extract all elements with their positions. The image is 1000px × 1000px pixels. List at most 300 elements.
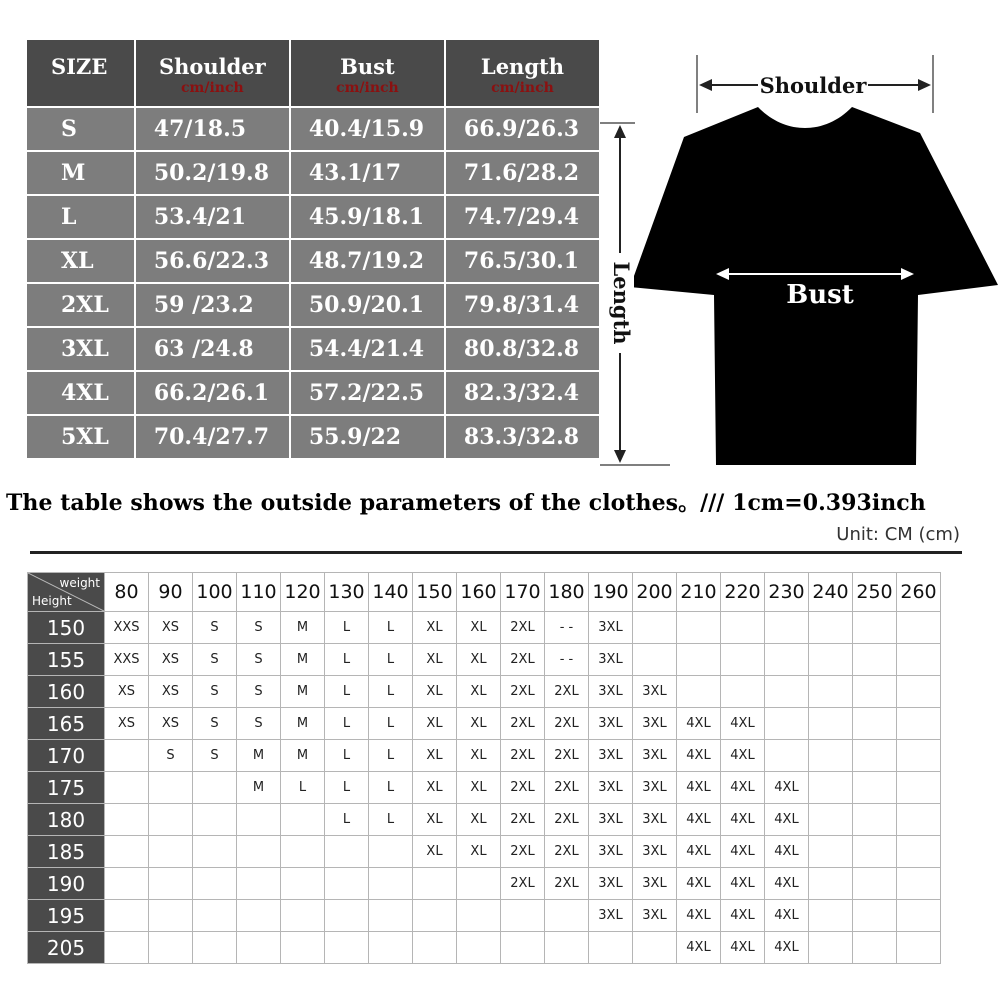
table-note: The table shows the outside parameters of the clothes。/// 1cm=0.393inch	[6, 490, 926, 516]
size-recommendation-cell	[897, 868, 941, 900]
shoulder-label: Shoulder	[759, 73, 867, 98]
height-row	[28, 676, 941, 708]
size-recommendation-cell	[809, 868, 853, 900]
size-recommendation-cell: XL	[413, 708, 457, 740]
size-recommendation-cell: XS	[149, 644, 193, 676]
size-recommendation-cell: XL	[413, 612, 457, 644]
size-recommendation-cell: M	[237, 740, 281, 772]
size-recommendation-cell: 2XL	[501, 612, 545, 644]
size-recommendation-cell	[677, 676, 721, 708]
size-recommendation-cell: 4XL	[721, 836, 765, 868]
bust-cell: 45.9/18.1	[291, 196, 444, 238]
size-recommendation-cell: 4XL	[721, 772, 765, 804]
size-recommendation-cell	[853, 676, 897, 708]
size-recommendation-cell	[677, 612, 721, 644]
size-recommendation-cell: 2XL	[501, 772, 545, 804]
weight-header-row	[28, 573, 941, 612]
unit-divider	[30, 551, 962, 554]
size-recommendation-cell	[457, 868, 501, 900]
size-column-header: SIZE	[27, 40, 134, 106]
shoulder-cell: 59 /23.2	[136, 284, 289, 326]
size-recommendation-cell: L	[325, 708, 369, 740]
size-recommendation-cell	[633, 932, 677, 964]
height-axis-label: Height	[32, 594, 72, 608]
size-recommendation-cell: L	[325, 804, 369, 836]
weight-header-cell: 130	[325, 573, 369, 612]
size-recommendation-cell	[809, 932, 853, 964]
size-recommendation-cell	[149, 804, 193, 836]
tshirt-diagram	[600, 45, 1000, 475]
unit-label: Unit: CM (cm)	[836, 524, 960, 545]
shoulder-arrowhead-left	[699, 79, 712, 91]
size-recommendation-cell	[413, 932, 457, 964]
size-recommendation-cell	[237, 868, 281, 900]
weight-header-cell: 80	[105, 573, 149, 612]
size-recommendation-cell	[589, 932, 633, 964]
length-cell: 80.8/32.8	[446, 328, 599, 370]
size-row	[27, 240, 599, 282]
size-recommendation-cell: XL	[457, 836, 501, 868]
size-recommendation-cell	[853, 868, 897, 900]
size-recommendation-cell	[809, 676, 853, 708]
size-recommendation-cell	[281, 932, 325, 964]
height-row	[28, 804, 941, 836]
size-cell: 5XL	[27, 416, 134, 458]
size-recommendation-cell	[193, 804, 237, 836]
size-recommendation-cell	[721, 644, 765, 676]
size-recommendation-cell	[897, 708, 941, 740]
size-recommendation-cell: - -	[545, 644, 589, 676]
size-recommendation-cell: 3XL	[633, 676, 677, 708]
size-recommendation-cell: L	[325, 644, 369, 676]
length-column-header: Length cm/inch	[446, 40, 599, 106]
size-recommendation-cell: L	[369, 644, 413, 676]
size-recommendation-cell	[325, 932, 369, 964]
size-recommendation-cell	[897, 676, 941, 708]
size-row	[27, 284, 599, 326]
size-recommendation-cell	[809, 644, 853, 676]
weight-header-cell: 220	[721, 573, 765, 612]
height-header-cell: 150	[28, 612, 105, 644]
size-recommendation-cell	[853, 612, 897, 644]
size-recommendation-cell: 4XL	[721, 804, 765, 836]
height-header-cell: 170	[28, 740, 105, 772]
size-recommendation-cell: S	[193, 612, 237, 644]
size-recommendation-cell: 3XL	[633, 708, 677, 740]
length-cell: 82.3/32.4	[446, 372, 599, 414]
size-recommendation-cell: XS	[149, 708, 193, 740]
length-arrowhead-bottom	[614, 450, 626, 463]
bust-label: Bust	[786, 280, 854, 310]
size-recommendation-cell	[237, 900, 281, 932]
weight-header-cell: 200	[633, 573, 677, 612]
size-measurement-table	[25, 38, 601, 460]
height-row	[28, 900, 941, 932]
size-recommendation-cell: S	[237, 612, 281, 644]
length-cell: 79.8/31.4	[446, 284, 599, 326]
size-recommendation-cell	[149, 772, 193, 804]
size-recommendation-cell: XL	[457, 644, 501, 676]
size-recommendation-cell: M	[281, 740, 325, 772]
size-recommendation-cell: XL	[457, 740, 501, 772]
size-recommendation-cell	[765, 676, 809, 708]
size-recommendation-cell	[369, 900, 413, 932]
size-recommendation-cell	[237, 804, 281, 836]
weight-header-cell: 170	[501, 573, 545, 612]
size-recommendation-cell: XXS	[105, 612, 149, 644]
size-cell: L	[27, 196, 134, 238]
size-recommendation-cell: 4XL	[677, 708, 721, 740]
size-row	[27, 416, 599, 458]
height-header-cell: 180	[28, 804, 105, 836]
size-recommendation-cell	[721, 676, 765, 708]
size-recommendation-cell: L	[325, 612, 369, 644]
size-cell: XL	[27, 240, 134, 282]
size-recommendation-cell: XL	[457, 772, 501, 804]
bust-cell: 54.4/21.4	[291, 328, 444, 370]
size-recommendation-cell	[809, 772, 853, 804]
size-recommendation-cell	[281, 900, 325, 932]
size-recommendation-cell: 2XL	[545, 804, 589, 836]
size-recommendation-cell: 4XL	[721, 900, 765, 932]
size-recommendation-cell: 2XL	[501, 804, 545, 836]
size-recommendation-cell: M	[281, 676, 325, 708]
height-header-cell: 175	[28, 772, 105, 804]
size-recommendation-cell: S	[149, 740, 193, 772]
weight-header-cell: 120	[281, 573, 325, 612]
size-recommendation-cell: 2XL	[545, 836, 589, 868]
size-recommendation-cell	[105, 804, 149, 836]
weight-header-cell: 100	[193, 573, 237, 612]
size-recommendation-cell	[369, 836, 413, 868]
size-recommendation-cell: 3XL	[633, 868, 677, 900]
size-recommendation-cell: 4XL	[677, 772, 721, 804]
size-recommendation-cell: L	[281, 772, 325, 804]
size-recommendation-cell	[633, 644, 677, 676]
size-recommendation-cell: 3XL	[633, 836, 677, 868]
size-recommendation-cell: S	[237, 644, 281, 676]
shoulder-cell: 63 /24.8	[136, 328, 289, 370]
size-recommendation-cell	[633, 612, 677, 644]
size-recommendation-cell	[721, 612, 765, 644]
height-header-cell: 190	[28, 868, 105, 900]
size-recommendation-cell	[281, 804, 325, 836]
length-arrowhead-top	[614, 125, 626, 138]
weight-header-cell: 190	[589, 573, 633, 612]
size-recommendation-cell: 2XL	[545, 772, 589, 804]
size-recommendation-cell	[545, 932, 589, 964]
size-recommendation-cell	[897, 932, 941, 964]
size-recommendation-cell	[149, 900, 193, 932]
size-recommendation-cell	[809, 740, 853, 772]
height-row	[28, 868, 941, 900]
size-recommendation-cell: 4XL	[721, 708, 765, 740]
size-recommendation-cell: 3XL	[589, 644, 633, 676]
size-row	[27, 196, 599, 238]
size-recommendation-cell	[809, 612, 853, 644]
weight-header-cell: 90	[149, 573, 193, 612]
size-recommendation-cell	[853, 836, 897, 868]
size-recommendation-cell: 3XL	[633, 740, 677, 772]
length-label: Length	[609, 261, 634, 345]
weight-header-cell: 160	[457, 573, 501, 612]
length-cell: 83.3/32.8	[446, 416, 599, 458]
size-recommendation-cell: 3XL	[589, 676, 633, 708]
bust-cell: 43.1/17	[291, 152, 444, 194]
size-recommendation-cell: 4XL	[677, 900, 721, 932]
size-recommendation-cell: 2XL	[501, 868, 545, 900]
weight-height-body	[28, 612, 941, 964]
height-row	[28, 644, 941, 676]
shoulder-cell: 70.4/27.7	[136, 416, 289, 458]
size-recommendation-cell: 2XL	[545, 740, 589, 772]
size-recommendation-cell	[237, 932, 281, 964]
weight-header-cell: 230	[765, 573, 809, 612]
size-recommendation-cell: L	[369, 676, 413, 708]
shoulder-cell: 47/18.5	[136, 108, 289, 150]
size-recommendation-cell	[413, 868, 457, 900]
size-recommendation-cell	[105, 836, 149, 868]
shoulder-column-header: Shoulder cm/inch	[136, 40, 289, 106]
height-header-cell: 160	[28, 676, 105, 708]
size-table-header-row	[27, 40, 599, 106]
size-recommendation-cell: S	[193, 676, 237, 708]
size-recommendation-cell: M	[281, 612, 325, 644]
size-recommendation-cell	[897, 644, 941, 676]
shoulder-cell: 53.4/21	[136, 196, 289, 238]
size-cell: M	[27, 152, 134, 194]
size-recommendation-cell: XL	[413, 676, 457, 708]
size-recommendation-cell	[853, 804, 897, 836]
height-row	[28, 612, 941, 644]
size-recommendation-cell	[325, 868, 369, 900]
size-recommendation-cell: 2XL	[501, 740, 545, 772]
height-header-cell: 195	[28, 900, 105, 932]
size-recommendation-cell: L	[325, 676, 369, 708]
bust-cell: 57.2/22.5	[291, 372, 444, 414]
length-cell: 76.5/30.1	[446, 240, 599, 282]
height-row	[28, 740, 941, 772]
size-recommendation-cell	[105, 932, 149, 964]
unit-subheader: cm/inch	[336, 80, 399, 96]
size-recommendation-cell	[369, 868, 413, 900]
size-recommendation-cell: XS	[105, 676, 149, 708]
weight-header-cell: 180	[545, 573, 589, 612]
size-recommendation-cell: 4XL	[765, 772, 809, 804]
size-recommendation-cell: XL	[413, 772, 457, 804]
weight-axis-label: weight	[59, 576, 100, 590]
size-recommendation-cell: 4XL	[677, 804, 721, 836]
size-recommendation-cell: M	[281, 708, 325, 740]
length-cell: 71.6/28.2	[446, 152, 599, 194]
size-recommendation-cell: XL	[457, 804, 501, 836]
size-recommendation-cell: 3XL	[633, 900, 677, 932]
size-recommendation-cell	[457, 900, 501, 932]
size-recommendation-cell: S	[193, 740, 237, 772]
size-recommendation-cell	[501, 932, 545, 964]
weight-header-cell: 260	[897, 573, 941, 612]
height-row	[28, 708, 941, 740]
size-recommendation-cell	[545, 900, 589, 932]
weight-header-cell: 240	[809, 573, 853, 612]
height-header-cell: 155	[28, 644, 105, 676]
size-recommendation-cell: 3XL	[589, 708, 633, 740]
size-recommendation-cell	[897, 740, 941, 772]
size-recommendation-cell	[853, 708, 897, 740]
size-recommendation-cell: 4XL	[721, 932, 765, 964]
weight-header-cell: 150	[413, 573, 457, 612]
size-recommendation-cell	[809, 708, 853, 740]
size-recommendation-cell	[193, 772, 237, 804]
size-recommendation-cell: XS	[149, 676, 193, 708]
size-recommendation-cell	[149, 868, 193, 900]
size-recommendation-cell	[237, 836, 281, 868]
size-row	[27, 108, 599, 150]
bust-cell: 40.4/15.9	[291, 108, 444, 150]
height-row	[28, 772, 941, 804]
size-recommendation-cell: 4XL	[721, 740, 765, 772]
size-recommendation-cell: S	[193, 708, 237, 740]
size-recommendation-cell	[897, 772, 941, 804]
size-recommendation-cell: M	[237, 772, 281, 804]
shoulder-cell: 56.6/22.3	[136, 240, 289, 282]
weight-height-size-table	[27, 572, 941, 964]
size-recommendation-cell	[853, 772, 897, 804]
height-header-cell: 185	[28, 836, 105, 868]
size-recommendation-cell: S	[237, 676, 281, 708]
length-cell: 66.9/26.3	[446, 108, 599, 150]
size-recommendation-cell: L	[369, 612, 413, 644]
unit-subheader: cm/inch	[491, 80, 554, 96]
size-recommendation-cell: 3XL	[589, 740, 633, 772]
size-recommendation-cell	[457, 932, 501, 964]
size-recommendation-cell	[853, 644, 897, 676]
size-recommendation-cell: L	[325, 772, 369, 804]
size-recommendation-cell	[149, 932, 193, 964]
size-recommendation-cell	[149, 836, 193, 868]
size-recommendation-cell: L	[369, 708, 413, 740]
size-recommendation-cell	[281, 868, 325, 900]
unit-subheader: cm/inch	[181, 80, 244, 96]
size-recommendation-cell: L	[369, 804, 413, 836]
size-recommendation-cell: 4XL	[721, 868, 765, 900]
weight-header-cell: 210	[677, 573, 721, 612]
size-recommendation-cell	[809, 804, 853, 836]
size-recommendation-cell: S	[237, 708, 281, 740]
size-row	[27, 372, 599, 414]
size-recommendation-cell: M	[281, 644, 325, 676]
size-recommendation-cell	[765, 708, 809, 740]
size-recommendation-cell: 3XL	[589, 804, 633, 836]
height-header-cell: 205	[28, 932, 105, 964]
size-recommendation-cell	[413, 900, 457, 932]
size-recommendation-cell	[897, 804, 941, 836]
size-recommendation-cell: 3XL	[589, 868, 633, 900]
size-recommendation-cell: 4XL	[765, 804, 809, 836]
size-recommendation-cell	[325, 836, 369, 868]
weight-header-cell: 250	[853, 573, 897, 612]
size-row	[27, 152, 599, 194]
size-recommendation-cell: XL	[457, 708, 501, 740]
size-recommendation-cell: 2XL	[501, 644, 545, 676]
size-cell: 2XL	[27, 284, 134, 326]
size-recommendation-cell: L	[369, 740, 413, 772]
size-recommendation-cell: 4XL	[677, 836, 721, 868]
size-recommendation-cell	[105, 740, 149, 772]
size-recommendation-cell	[677, 644, 721, 676]
height-row	[28, 932, 941, 964]
size-recommendation-cell	[853, 740, 897, 772]
size-recommendation-cell: 3XL	[633, 772, 677, 804]
size-recommendation-cell: 4XL	[677, 740, 721, 772]
size-recommendation-cell	[897, 900, 941, 932]
size-recommendation-cell	[325, 900, 369, 932]
size-row	[27, 328, 599, 370]
size-table-body	[27, 108, 599, 458]
size-recommendation-cell: 2XL	[545, 868, 589, 900]
size-recommendation-cell	[897, 612, 941, 644]
size-recommendation-cell: 2XL	[501, 836, 545, 868]
size-recommendation-cell: 4XL	[765, 836, 809, 868]
size-recommendation-cell: XL	[457, 676, 501, 708]
size-recommendation-cell	[765, 644, 809, 676]
bust-cell: 48.7/19.2	[291, 240, 444, 282]
bust-cell: 55.9/22	[291, 416, 444, 458]
size-recommendation-cell: 4XL	[765, 932, 809, 964]
shoulder-cell: 66.2/26.1	[136, 372, 289, 414]
size-recommendation-cell: XXS	[105, 644, 149, 676]
size-recommendation-cell	[105, 868, 149, 900]
height-row	[28, 836, 941, 868]
size-cell: S	[27, 108, 134, 150]
shoulder-arrowhead-right	[918, 79, 931, 91]
size-recommendation-cell	[369, 932, 413, 964]
size-recommendation-cell: 4XL	[677, 932, 721, 964]
size-cell: 3XL	[27, 328, 134, 370]
size-recommendation-cell	[853, 900, 897, 932]
length-cell: 74.7/29.4	[446, 196, 599, 238]
size-recommendation-cell: 2XL	[545, 708, 589, 740]
size-recommendation-cell	[193, 868, 237, 900]
size-recommendation-cell: S	[193, 644, 237, 676]
size-recommendation-cell: 4XL	[677, 868, 721, 900]
size-recommendation-cell	[193, 932, 237, 964]
size-recommendation-cell	[281, 836, 325, 868]
size-recommendation-cell	[853, 932, 897, 964]
shoulder-cell: 50.2/19.8	[136, 152, 289, 194]
size-recommendation-cell	[765, 740, 809, 772]
size-recommendation-cell: 3XL	[589, 836, 633, 868]
size-recommendation-cell	[193, 836, 237, 868]
size-recommendation-cell: 3XL	[589, 772, 633, 804]
size-recommendation-cell	[105, 772, 149, 804]
size-recommendation-cell	[897, 836, 941, 868]
size-recommendation-cell: 2XL	[501, 676, 545, 708]
size-recommendation-cell	[809, 900, 853, 932]
bust-column-header: Bust cm/inch	[291, 40, 444, 106]
size-recommendation-cell	[501, 900, 545, 932]
size-recommendation-cell: 4XL	[765, 868, 809, 900]
size-recommendation-cell: 3XL	[589, 900, 633, 932]
size-recommendation-cell: 2XL	[545, 676, 589, 708]
size-recommendation-cell	[105, 900, 149, 932]
size-recommendation-cell: XS	[105, 708, 149, 740]
corner-cell	[28, 573, 105, 612]
size-recommendation-cell: 4XL	[765, 900, 809, 932]
size-recommendation-cell: 3XL	[589, 612, 633, 644]
size-recommendation-cell: XS	[149, 612, 193, 644]
size-recommendation-cell: 2XL	[501, 708, 545, 740]
